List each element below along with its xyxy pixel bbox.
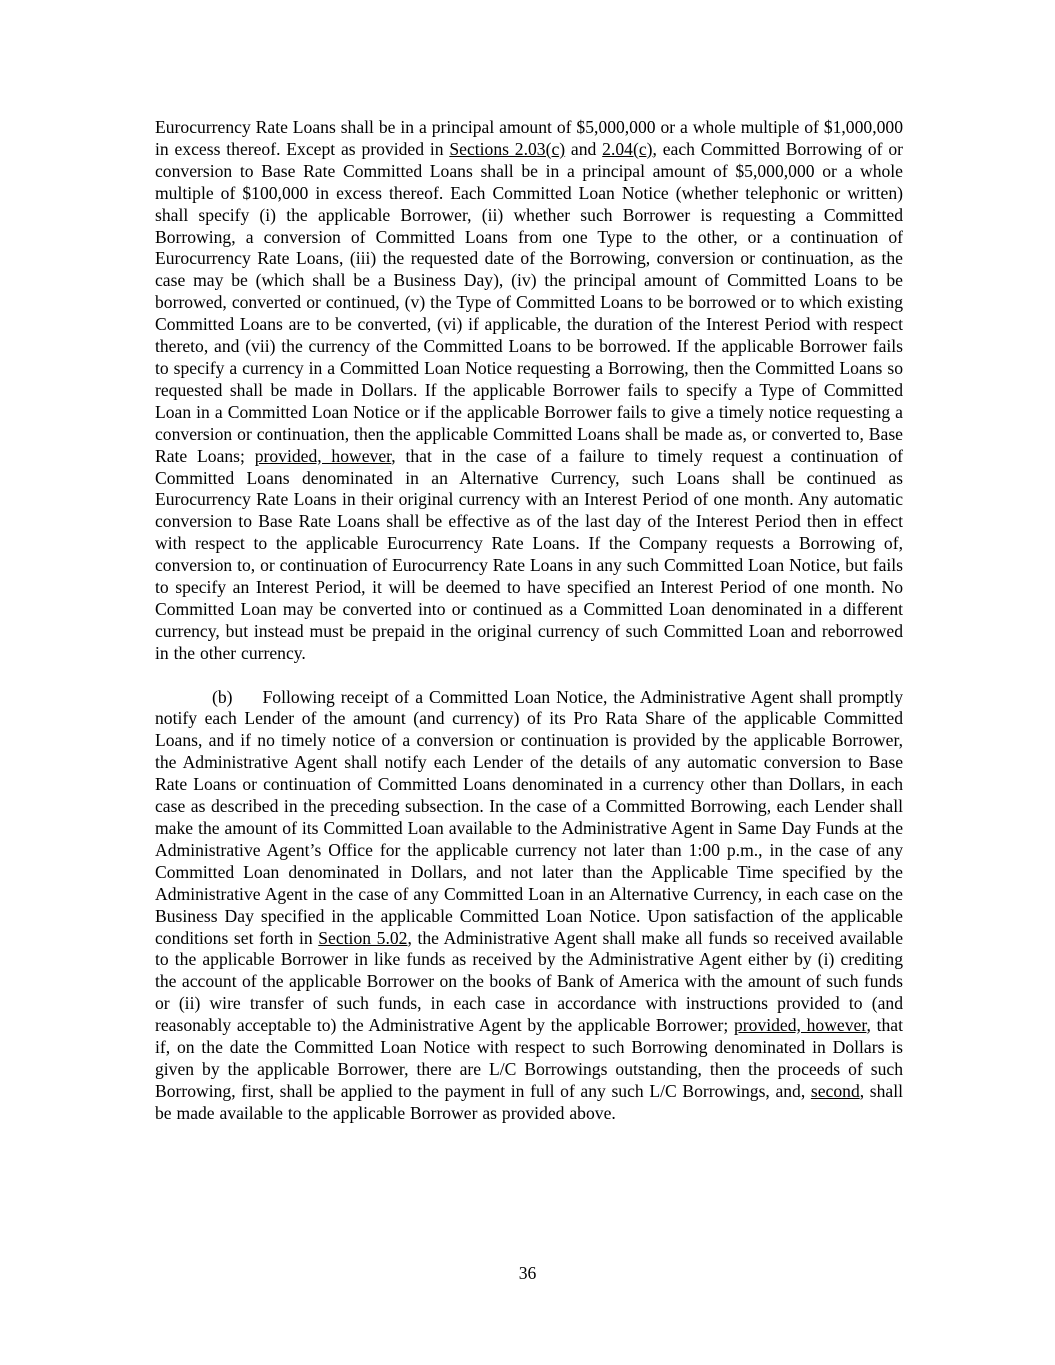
- underlined-text-segment: second: [810, 1080, 860, 1101]
- text-segment: , the Administrative Agent shall make all funds so received available to the applicable Borrower in like funds as received by the Administrative Agent either by (i) crediting the account of the applicable Borrower on the books of Bank of America with the amount of such funds or (ii) wire transfer of such funds, in each case in accordance with instructions provided to (and reasonably acceptable to) the Administrative Agent by the applicable Borrower;: [155, 927, 904, 1036]
- text-segment: (b): [212, 686, 233, 707]
- text-segment: , that if, on the date the Committed Loan Notice with respect to such Borrowing denominated in Dollars is given by the applicable Borrower, there are L/C Borrowings outstanding, then the proceeds of such Borrowing, first, shall be applied to the payment in full of any such L/C Borrowings, and,: [155, 1015, 903, 1101]
- underlined-text-segment: provided, however: [733, 1015, 867, 1036]
- text-segment: Following receipt of a Committed Loan Notice, the Administrative Agent shall promptly notify each Lender of the amount (and currency) of its Pro Rata Share of the applicable Committed Loans, and if no timely notice of a conversion or continuation is provided by the applicable Borrower, the Administrative Agent shall notify each Lender of the details of any automatic conversion to Base Rate Loans or continuation of Committed Loans denominated in a currency other than Dollars, in each case as described in the preceding subsection. In the case of a Committed Borrowing, each Lender shall make the amount of its Committed Loan available to the Administrative Agent in Same Day Funds at the Administrative Agent’s Office for the applicable currency not later than 1:00 p.m., in the case of any Committed Loan denominated in Dollars, and not later than the Applicable Time specified by the Administrative Agent in the case of any Committed Loan in an Alternative Currency, in each case on the Business Day specified in the applicable Committed Loan Notice. Upon satisfaction of the applicable conditions set forth in: [155, 686, 903, 948]
- underlined-text-segment: 2.04(c): [602, 138, 653, 159]
- text-segment: , that in the case of a failure to timely request a continuation of Committed Loans denominated in an Alternative Currency, such Loans shall be continued as Eurocurrency Rate Loans in their original currency with an Interest Period of one month. Any automatic conversion to Base Rate Loans shall be effective as of the last day of the Interest Period then in effect with respect to the applicable Eurocurrency Rate Loans. If the Company requests a Borrowing of, conversion to, or continuation of Eurocurrency Rate Loans in any such Committed Loan Notice, but fails to specify an Interest Period, it will be deemed to have specified an Interest Period of one month. No Committed Loan may be converted into or continued as a Committed Loan denominated in a different currency, but instead must be prepaid in the original currency of such Committed Loan and reborrowed in the other currency.: [155, 445, 903, 663]
- paragraph-continuation: [155, 117, 903, 665]
- text-segment: , shall be made available to the applicable Borrower as provided above.: [155, 1080, 904, 1123]
- text-segment: Eurocurrency Rate Loans shall be in a principal amount of $5,000,000 or a whole multiple of $1,000,000 in excess thereof. Except as provided in: [155, 117, 903, 159]
- text-segment: , each Committed Borrowing of or conversion to Base Rate Committed Loans shall be in a principal amount of $5,000,000 or a whole multiple of $100,000 in excess thereof. Each Committed Loan Notice (whether telephonic or written) shall specify (i) the applicable Borrower, (ii) whether such Borrower is requesting a Committed Borrowing, a conversion of Committed Loans from one Type to the other, or a continuation of Eurocurrency Rate Loans, (iii) the requested date of the Borrowing, conversion or continuation, as the case may be (which shall be a Business Day), (iv) the principal amount of Committed Loans to be borrowed, converted or continued, (v) the Type of Committed Loans to be borrowed or to which existing Committed Loans are to be converted, (vi) if applicable, the duration of the Interest Period with respect thereto, and (vii) the currency of the Committed Loans to be borrowed. If the applicable Borrower fails to specify a currency in a Committed Loan Notice requesting a Borrowing, then the Committed Loans so requested shall be made in Dollars. If the applicable Borrower fails to specify a Type of Committed Loan in a Committed Loan Notice or if the applicable Borrower fails to give a timely notice requesting a conversion or continuation, then the applicable Committed Loans shall be made as, or converted to, Base Rate Loans;: [155, 138, 903, 466]
- document-body: [155, 117, 903, 1125]
- page-number: 36: [518, 1263, 537, 1283]
- text-segment: and: [565, 138, 603, 159]
- underlined-text-segment: Sections 2.03(c): [449, 138, 566, 159]
- underlined-text-segment: provided, however: [254, 445, 392, 466]
- underlined-text-segment: Section 5.02: [318, 927, 408, 948]
- paragraph-b: [155, 687, 903, 1125]
